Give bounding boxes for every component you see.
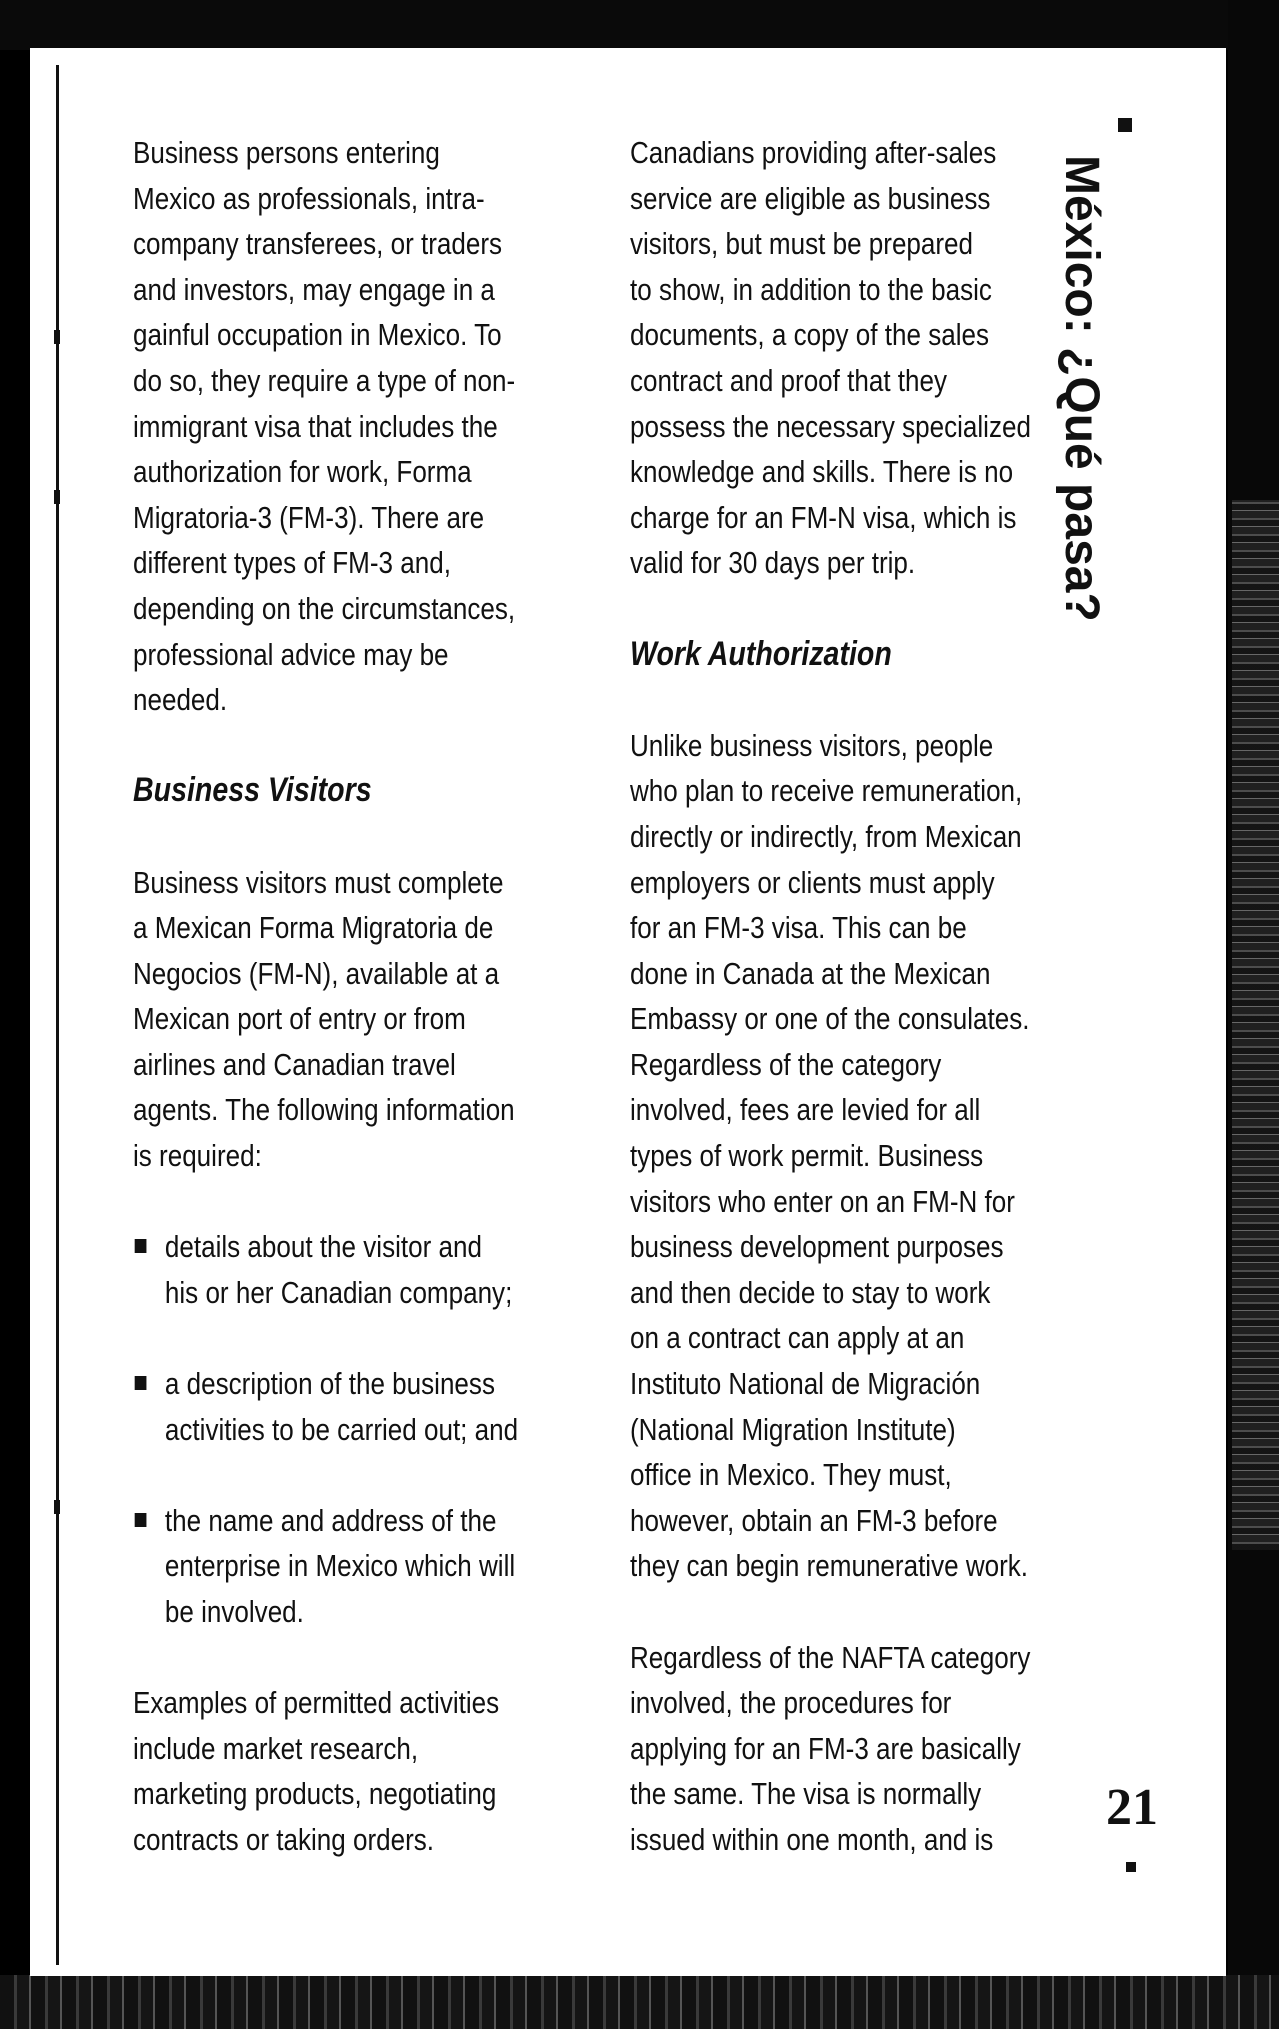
binding-edge-line: [56, 65, 59, 1965]
scan-noise-right: [1232, 500, 1279, 1550]
binding-tick: [54, 1500, 60, 1514]
bullet-square-icon: [135, 1513, 147, 1527]
page-marker-icon: [1126, 1862, 1136, 1872]
left-column: [133, 130, 603, 1863]
paragraph-gap: [133, 723, 603, 769]
section-marker-icon: [1118, 118, 1132, 132]
nafta-paragraph: Regardless of the NAFTA category involved, the procedures for applying for an FM-3 are basically the same. The visa is normally issued within one month, and is: [630, 1639, 1031, 1857]
bullet-square-icon: [135, 1376, 147, 1390]
scan-border-bottom: [0, 1975, 1279, 2029]
business-visitors-heading: Business Visitors: [133, 771, 372, 810]
running-title: México: ¿Qué pasa?: [1055, 155, 1108, 622]
work-authorization-heading: Work Authorization: [630, 634, 892, 673]
bullet-item: [133, 1498, 603, 1635]
work-authorization-paragraph: Unlike business visitors, people who plan to receive remuneration, directly or indirectly, from Mexican employers or clients must apply for an FM-3 visa. This can be done in Canada at the Mexican Embassy or one of the consulates. Regardless of the category involved, fees are levied for all types of work permit. Business visitors who enter on an FM-N for business development purposes and then decide to stay to work on a contract can apply at an Instituto National de Migración (National Migration Institute) office in Mexico. They must, however, obtain an FM-3 before they can begin remunerative work.: [630, 727, 1030, 1584]
bullet-text: details about the visitor and his or her Canadian company;: [164, 1229, 513, 1310]
paragraph-gap: [133, 814, 603, 860]
paragraph-gap: [133, 1315, 603, 1361]
paragraph-gap: [133, 1635, 603, 1681]
binding-tick: [54, 330, 60, 344]
examples-paragraph: Examples of permitted activities include market research, marketing products, negotiating contracts or taking orders.: [133, 1685, 500, 1857]
bullet-item: [133, 1224, 603, 1315]
paragraph-gap: [133, 1179, 603, 1225]
bullet-item: [133, 1361, 603, 1452]
scan-border-top: [0, 0, 1279, 50]
bullet-text: a description of the business activities to be carried out; and: [164, 1366, 519, 1447]
paragraph-gap: [630, 1589, 1084, 1635]
after-sales-paragraph: Canadians providing after-sales service are eligible as business visitors, but must be prepared to show, in addition to the basic documents, a copy of the sales contract and proof that they possess the necessary specialized knowledge and skills. There is no charge for an FM-N visa, which is valid for 30 days per trip.: [630, 135, 1031, 581]
paragraph-gap: [630, 677, 1084, 723]
business-visitors-paragraph: Business visitors must complete a Mexican Forma Migratoria de Negocios (FM-N), available at a Mexican port of entry or from airlines and Canadian travel agents. The following information is required:: [133, 864, 515, 1174]
paragraph-gap: [630, 586, 1084, 632]
bullet-text: the name and address of the enterprise in Mexico which will be involved.: [164, 1502, 516, 1629]
intro-paragraph: Business persons entering Mexico as professionals, intra- company transferees, or traders and investors, may engage in a gainful occupation in Mexico. To do so, they require a type of non- immigrant visa that includes the authorization for work, Forma Migratoria-3 (FM-3). There are different types of FM-3 and, depending on the circumstances, professional advice may be needed.: [133, 135, 516, 718]
right-column: [630, 130, 1084, 1863]
binding-tick: [54, 490, 60, 504]
paragraph-gap: [133, 1452, 603, 1498]
bullet-square-icon: [135, 1239, 147, 1253]
page-number: 21: [1106, 1779, 1158, 1836]
